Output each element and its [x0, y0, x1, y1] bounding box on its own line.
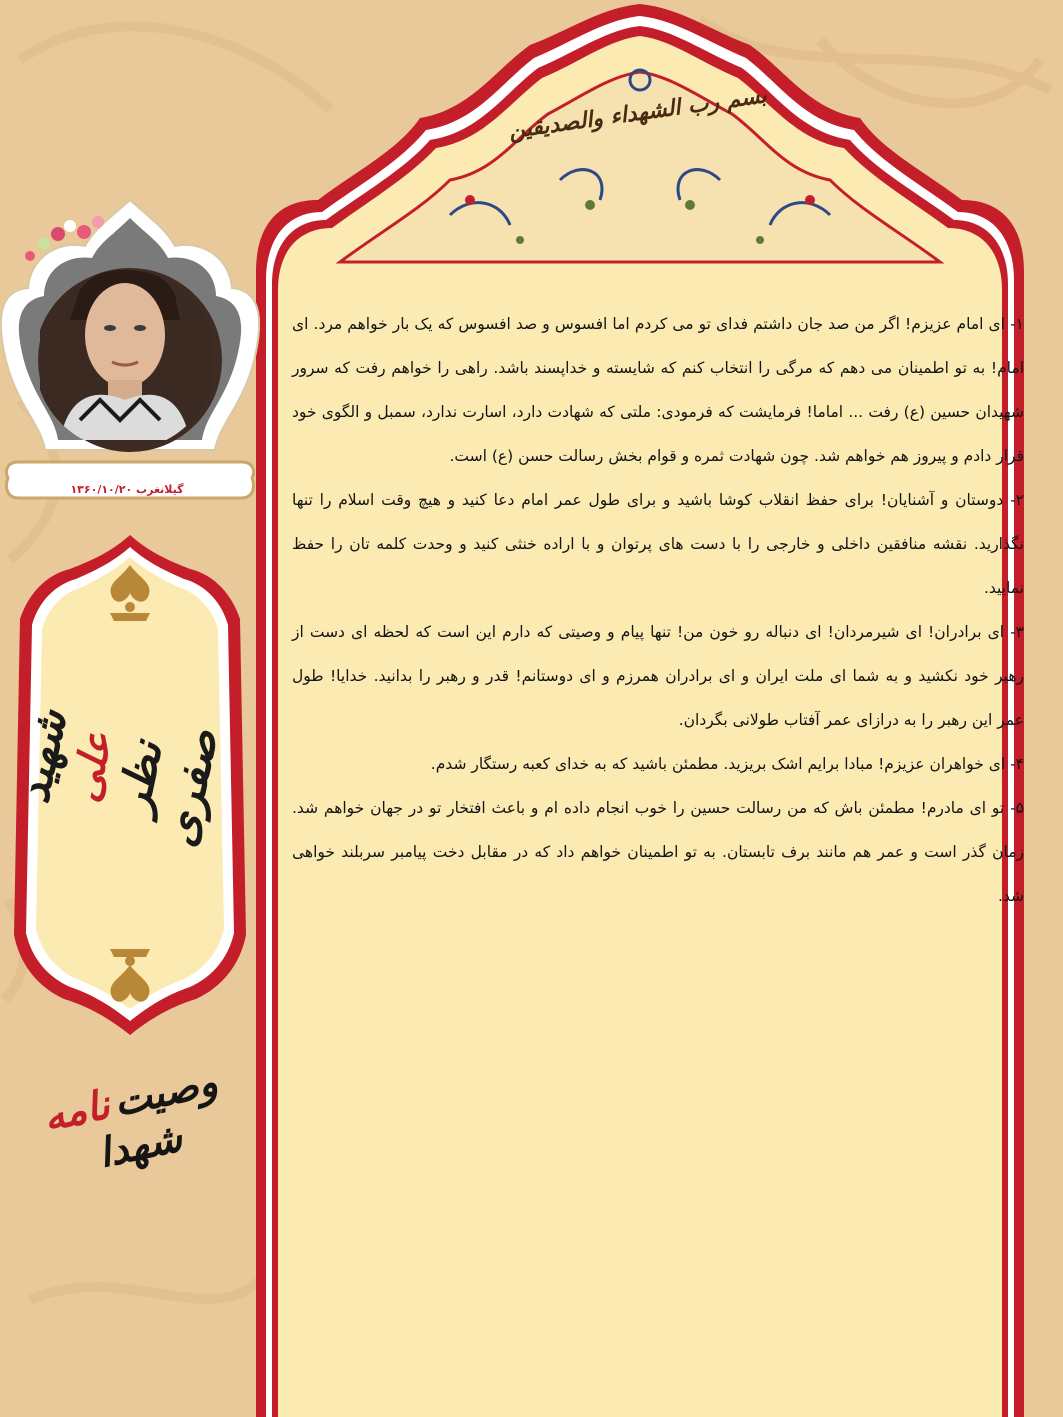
name-first: علی — [61, 727, 122, 807]
footer-word-wasiyat: وصیت — [109, 1058, 222, 1126]
will-paragraph-5: ۵- تو ای مادرم! مطمئن باش که من رسالت حسین را خوب انجام داده ام و باعث افتخار تو در جهان خواهم شد. زمان گذر است و عمر هم مانند برف تابستان. به تو اطمینان خواهم داد که در مقابل دخت پیامبر سربلند خواهی شد. — [292, 799, 1024, 905]
name-middle: نظر — [107, 736, 173, 819]
header-basmala: بسم رب الشهداء والصدیقین — [507, 82, 769, 145]
will-paragraph-3: ۳- ای برادران! ای شیرمردان! ای دنباله رو خون من! تنها پیام و وصیتی که دارم این است که لحظه ای دست از رهبر خود نکشید و به شما ای ملت ایران و ای برادران همرزم و ای دوستانم! قدر و رهبر را بدانید. خدایا! طول عمر این رهبر را به درازای عمر آفتاب طولانی بگردان. — [292, 623, 1024, 729]
name-prefix: شهید — [7, 705, 78, 808]
martyrdom-date-label: گیلانغرب ۱۳۶۰/۱۰/۲۰ — [70, 483, 184, 496]
will-paragraph-2: ۲- دوستان و آشنایان! برای حفظ انقلاب کوشا باشید و برای طول عمر امام دعا کنید و هیچ وقت اسلام را تنها نگذارید. نقشه منافقین داخلی و خارجی را با دست های پرتوان و با اراده خنثی کنید و وحدت کلمه تان را حفظ نمایید. — [292, 491, 1024, 597]
will-paragraph-1: ۱- ای امام عزیزم! اگر من صد جان داشتم فدای تو می کردم اما افسوس و صد افسوس که یک بار خواهم مرد. ای امام! به تو اطمینان می دهم که مرگی را انتخاب کنم که شایسته و خداپسند باشد. راهی را خواهم رفت که سرور شهیدان حسین (ع) رفت ... اماما! فرمایشت که فرمودی: ملتی که شهادت دارد، اسارت ندارد، سمبل و الگوی خود قرار دادم و پیروز هم خواهم شد. چون شهادت ثمره و قوام بخش رسالت حسن (ع) است. — [292, 315, 1024, 465]
will-text-body — [292, 302, 1024, 918]
footer-word-shohada: شهدا — [94, 1113, 187, 1178]
footer-word-nameh: نامه — [39, 1080, 114, 1141]
name-last: صفری — [153, 724, 229, 852]
martyr-portrait-photo — [40, 250, 210, 440]
will-paragraph-4: ۴- ای خواهران عزیزم! مبادا برایم اشک بریزید. مطمئن باشید که به خدای کعبه رستگار شدم. — [430, 755, 1024, 773]
